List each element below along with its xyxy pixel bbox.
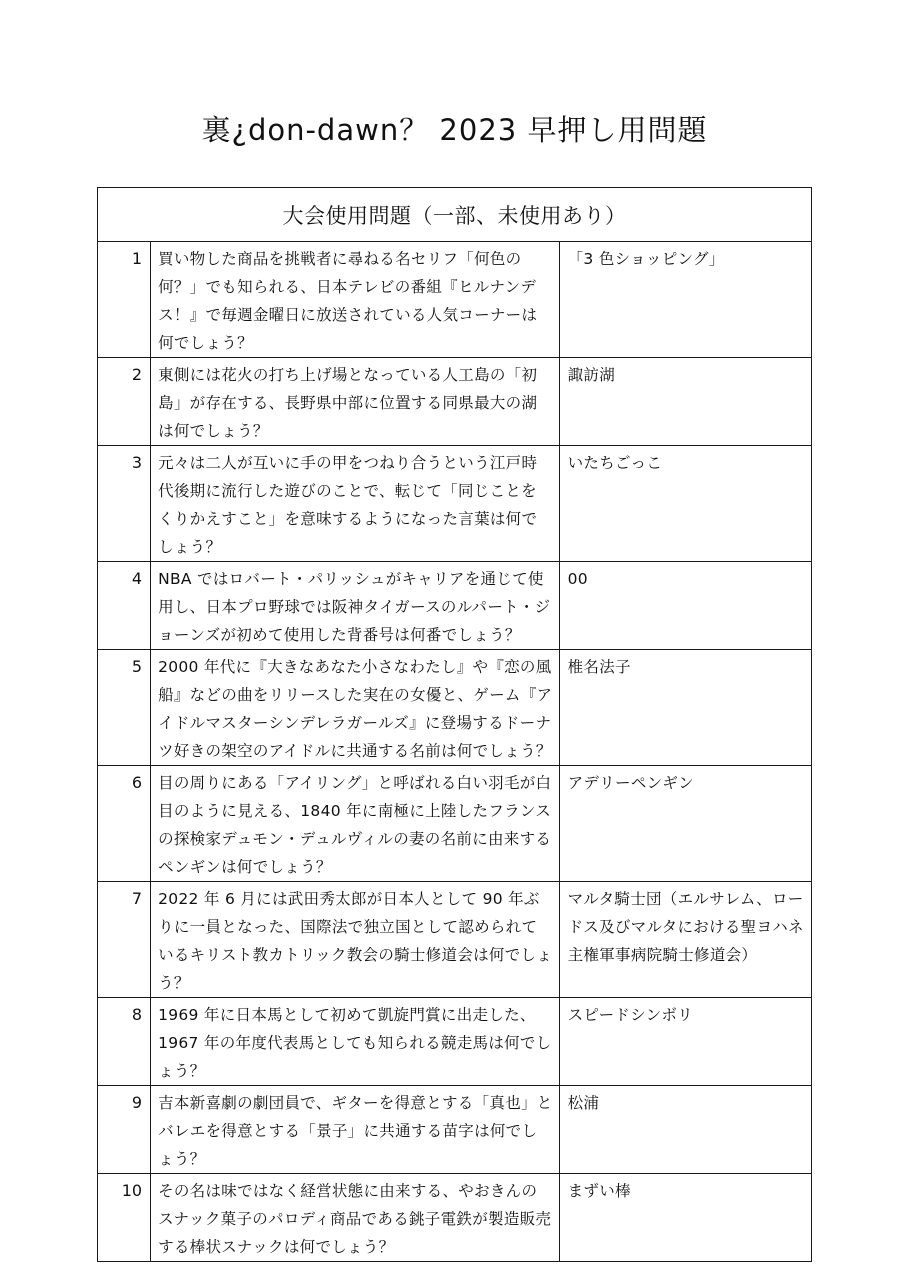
table-row [98,650,812,766]
question-table [97,187,812,1262]
answer-text: スピードシンボリ [559,998,811,1086]
answer-text: アデリーペンギン [559,766,811,882]
answer-text: マルタ騎士団（エルサレム、ロードス及びマルタにおける聖ヨハネ主権軍事病院騎士修道会） [559,882,811,998]
table-caption-row [98,188,812,242]
question-number: 4 [98,562,151,650]
table-row [98,242,812,358]
question-text: 1969 年に日本馬として初めて凱旋門賞に出走した、1967 年の年度代表馬としても知られる競走馬は何でしょう？ [151,998,560,1086]
question-number: 7 [98,882,151,998]
table-row [98,998,812,1086]
table-row [98,882,812,998]
question-number: 5 [98,650,151,766]
answer-text: 松浦 [559,1086,811,1174]
table-caption: 大会使用問題（一部、未使用あり） [98,188,812,242]
question-number: 3 [98,446,151,562]
question-text: 吉本新喜劇の劇団員で、ギターを得意とする「真也」とバレエを得意とする「景子」に共通する苗字は何でしょう？ [151,1086,560,1174]
answer-text: まずい棒 [559,1174,811,1262]
question-text: 2000 年代に『大きなあなた小さなわたし』や『恋の風船』などの曲をリリースした実在の女優と、ゲーム『アイドルマスターシンデレラガールズ』に登場するドーナツ好きの架空のアイドルに共通する名前は何でしょう？ [151,650,560,766]
answer-text: いたちごっこ [559,446,811,562]
question-number: 1 [98,242,151,358]
table-row [98,358,812,446]
document-title: 裏¿don-dawn？ 2023 早押し用問題 [201,113,708,147]
question-text: 東側には花火の打ち上げ場となっている人工島の「初島」が存在する、長野県中部に位置する同県最大の湖は何でしょう？ [151,358,560,446]
table-row [98,766,812,882]
table-row [98,562,812,650]
question-number: 9 [98,1086,151,1174]
answer-text: 「3 色ショッピング」 [559,242,811,358]
question-number: 10 [98,1174,151,1262]
question-text: 2022 年 6 月には武田秀太郎が日本人として 90 年ぶりに一員となった、国際法で独立国として認められているキリスト教カトリック教会の騎士修道会は何でしょう？ [151,882,560,998]
question-number: 2 [98,358,151,446]
answer-text: 諏訪湖 [559,358,811,446]
question-text: 目の周りにある「アイリング」と呼ばれる白い羽毛が白目のように見える、1840 年に南極に上陸したフランスの探検家デュモン・デュルヴィルの妻の名前に由来するペンギンは何でしょう？ [151,766,560,882]
answer-text: 00 [559,562,811,650]
answer-text: 椎名法子 [559,650,811,766]
question-text: その名は味ではなく経営状態に由来する、やおきんのスナック菓子のパロディ商品である銚子電鉄が製造販売する棒状スナックは何でしょう？ [151,1174,560,1262]
table-row [98,1086,812,1174]
table-row [98,1174,812,1262]
table-row [98,446,812,562]
question-text: 元々は二人が互いに手の甲をつねり合うという江戸時代後期に流行した遊びのことで、転じて「同じことをくりかえすこと」を意味するようになった言葉は何でしょう？ [151,446,560,562]
question-number: 6 [98,766,151,882]
question-number: 8 [98,998,151,1086]
question-text: 買い物した商品を挑戦者に尋ねる名セリフ「何色の何？」でも知られる、日本テレビの番組『ヒルナンデス！』で毎週金曜日に放送されている人気コーナーは何でしょう？ [151,242,560,358]
question-text: NBA ではロバート・パリッシュがキャリアを通じて使用し、日本プロ野球では阪神タイガースのルパート・ジョーンズが初めて使用した背番号は何番でしょう？ [151,562,560,650]
